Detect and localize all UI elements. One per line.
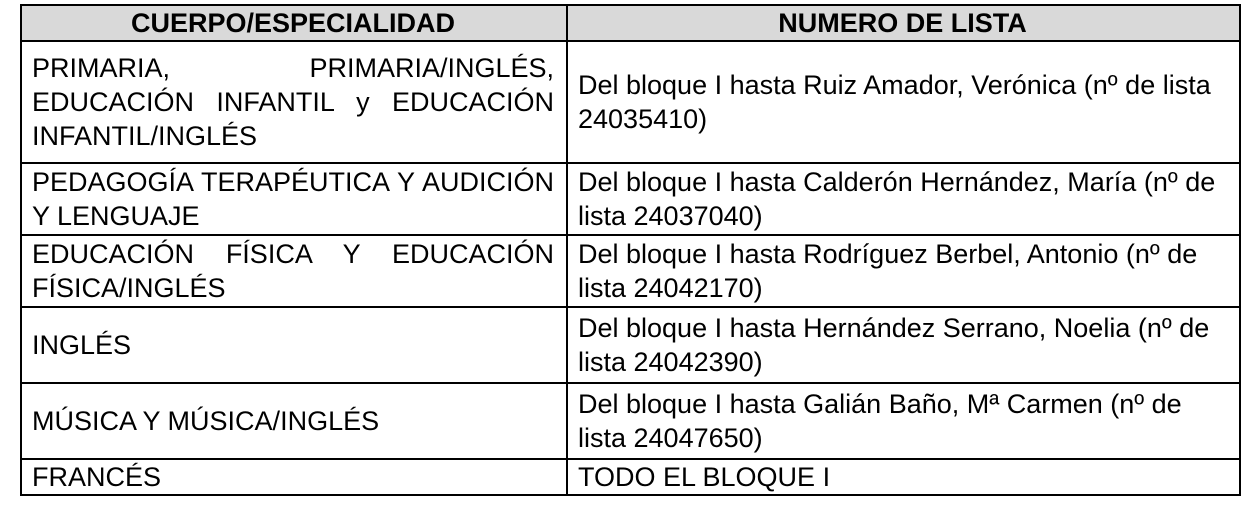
cell-lista: Del bloque I hasta Hernández Serrano, Noelia (nº de lista 24042390) (567, 307, 1240, 383)
cell-cuerpo: PEDAGOGÍA TERAPÉUTICA Y AUDICIÓN Y LENGUAJE (21, 163, 567, 235)
header-row (21, 5, 1240, 41)
cell-lista: Del bloque I hasta Ruiz Amador, Verónica (nº de lista 24035410) (567, 41, 1240, 163)
table-body (21, 41, 1240, 495)
specialty-list-table (20, 4, 1241, 496)
table-row (21, 41, 1240, 163)
cell-cuerpo: FRANCÉS (21, 459, 567, 495)
table-row (21, 163, 1240, 235)
header-cuerpo-especialidad: CUERPO/ESPECIALIDAD (21, 5, 567, 41)
table-row (21, 459, 1240, 495)
table-header (21, 5, 1240, 41)
cell-lista: Del bloque I hasta Galián Baño, Mª Carmen (nº de lista 24047650) (567, 383, 1240, 459)
cell-lista: Del bloque I hasta Rodríguez Berbel, Antonio (nº de lista 24042170) (567, 235, 1240, 307)
table-row (21, 235, 1240, 307)
cell-cuerpo: PRIMARIA, PRIMARIA/INGLÉS, EDUCACIÓN INFANTIL y EDUCACIÓN INFANTIL/INGLÉS (21, 41, 567, 163)
cell-lista: TODO EL BLOQUE I (567, 459, 1240, 495)
cell-cuerpo: EDUCACIÓN FÍSICA Y EDUCACIÓN FÍSICA/INGLÉS (21, 235, 567, 307)
table-row (21, 307, 1240, 383)
cell-lista: Del bloque I hasta Calderón Hernández, María (nº de lista 24037040) (567, 163, 1240, 235)
cell-cuerpo: INGLÉS (21, 307, 567, 383)
table-row (21, 383, 1240, 459)
cell-cuerpo: MÚSICA Y MÚSICA/INGLÉS (21, 383, 567, 459)
header-numero-de-lista: NUMERO DE LISTA (567, 5, 1240, 41)
